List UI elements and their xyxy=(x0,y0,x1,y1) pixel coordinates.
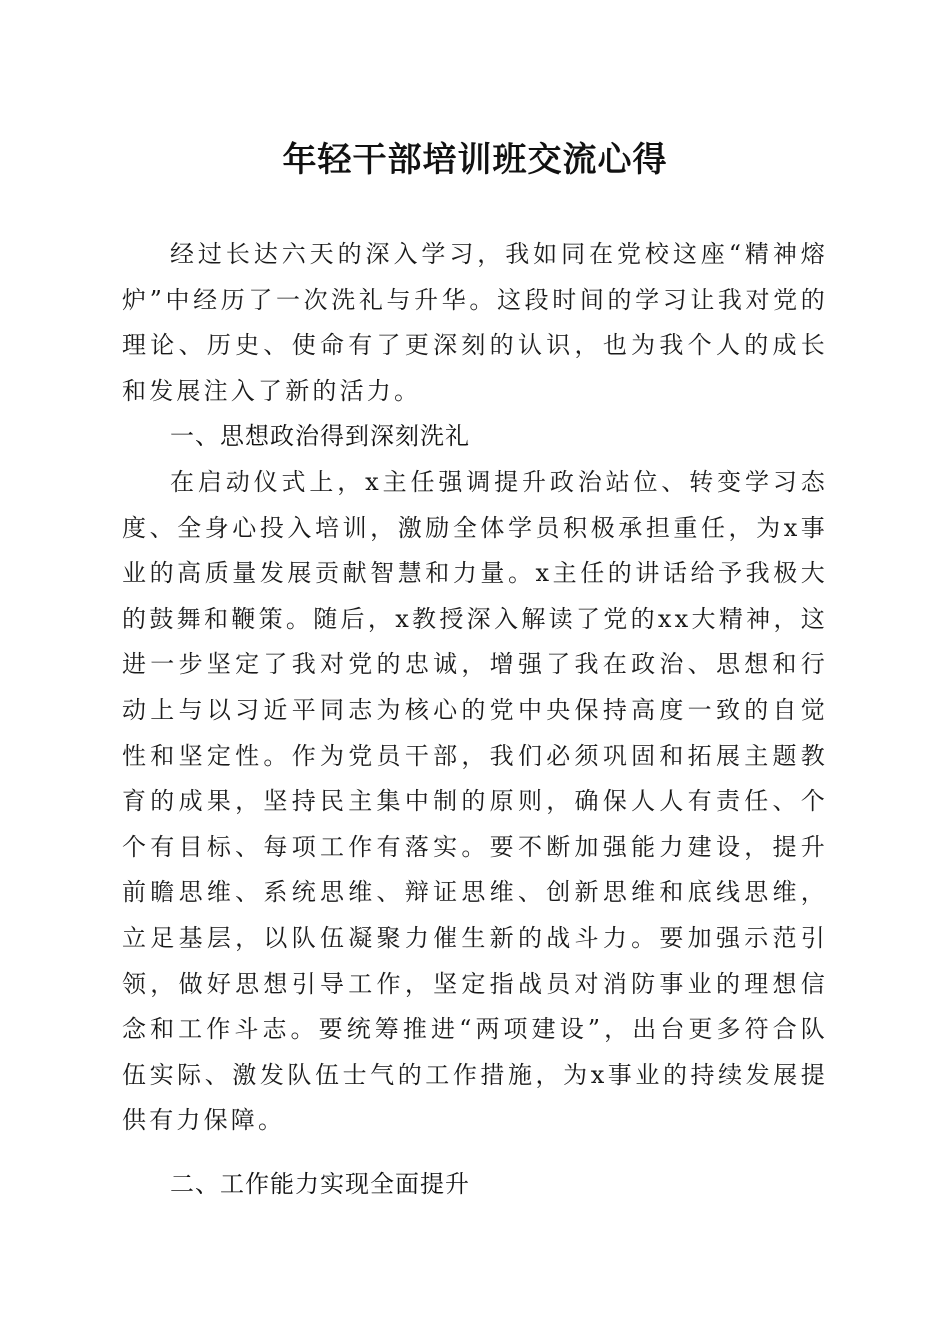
document-body xyxy=(122,232,828,1207)
section-1-heading: 一、思想政治得到深刻洗礼 xyxy=(170,422,470,451)
document-title: 年轻干部培训班交流心得 xyxy=(282,140,668,180)
section-2-heading: 二、工作能力实现全面提升 xyxy=(170,1169,470,1198)
section-1-paragraph: 在启动仪式上，x主任强调提升政治站位、转变学习态度、全身心投入培训，激励全体学员积极承担重任，为x事业的高质量发展贡献智慧和力量。x主任的讲话给予我极大的鼓舞和鞭策。随后，x教授深入解读了党的xx大精神，这进一步坚定了我对党的忠诚，增强了我在政治、思想和行动上与以习近平同志为核心的党中央保持高度一致的自觉性和坚定性。作为党员干部，我们必须巩固和拓展主题教育的成果，坚持民主集中制的原则，确保人人有责任、个个有目标、每项工作有落实。要不断加强能力建设，提升前瞻思维、系统思维、辩证思维、创新思维和底线思维，立足基层，以队伍凝聚力催生新的战斗力。要加强示范引领，做好思想引导工作，坚定指战员对消防事业的理想信念和工作斗志。要统筹推进“两项建设”，出台更多符合队伍实际、激发队伍士气的工作措施，为x事业的持续发展提供有力保障。 xyxy=(122,467,828,1135)
intro-paragraph: 经过长达六天的深入学习，我如同在党校这座“精神熔炉”中经历了一次洗礼与升华。这段时间的学习让我对党的理论、历史、使命有了更深刻的认识，也为我个人的成长和发展注入了新的活力。 xyxy=(122,240,828,405)
